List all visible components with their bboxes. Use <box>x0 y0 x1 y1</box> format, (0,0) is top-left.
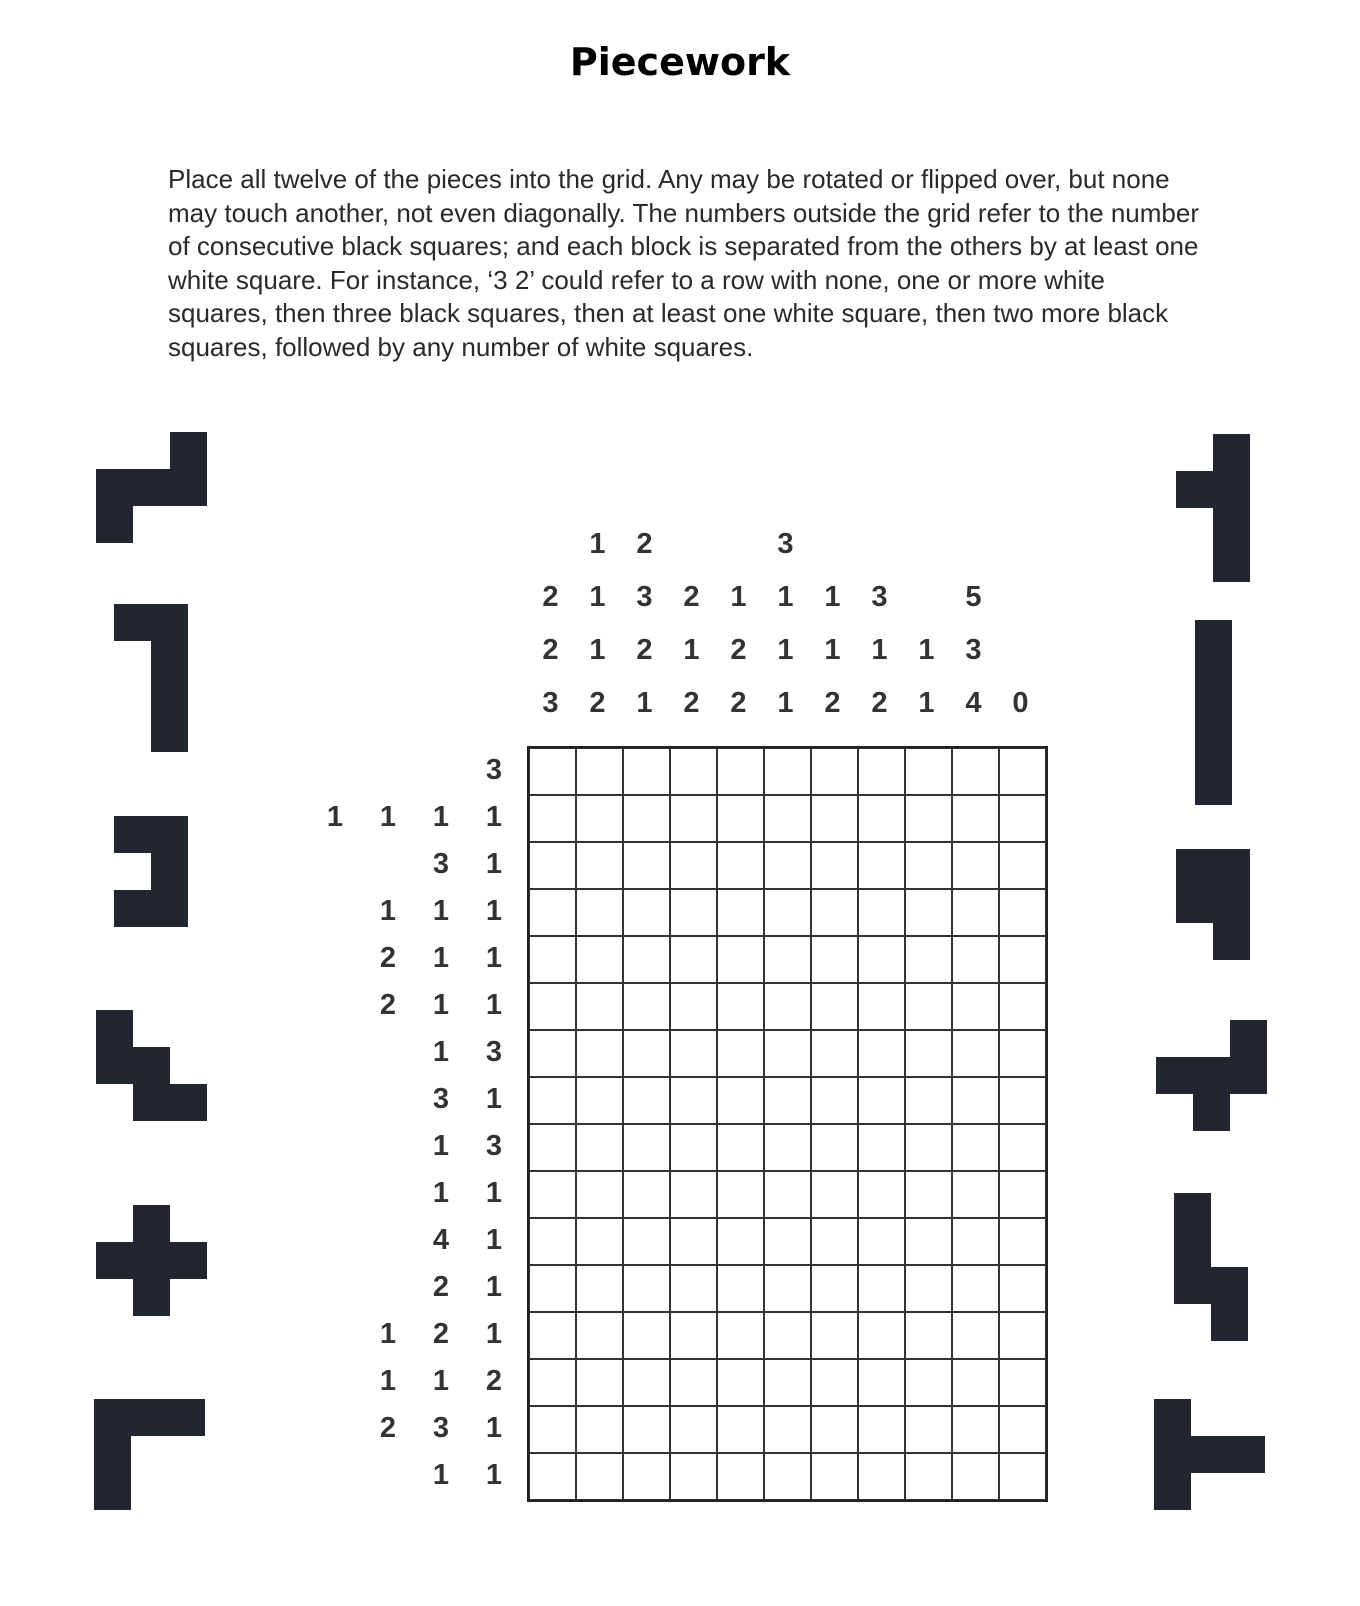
grid-cell-r3-c6[interactable] <box>764 842 811 889</box>
column-clue: 1 <box>777 634 794 666</box>
grid-cell-r8-c8[interactable] <box>858 1077 905 1124</box>
grid-cell-r8-c4[interactable] <box>670 1077 717 1124</box>
column-clue: 3 <box>965 634 982 666</box>
grid-cell-r3-c11[interactable] <box>999 842 1046 889</box>
row-clue: 1 <box>485 894 503 927</box>
grid-cell-r5-c9[interactable] <box>905 936 952 983</box>
grid-cell-r4-c2[interactable] <box>576 889 623 936</box>
column-clue: 1 <box>918 634 935 666</box>
column-clue: 1 <box>683 634 700 666</box>
column-clue: 2 <box>730 687 747 719</box>
grid-cell-r3-c5[interactable] <box>717 842 764 889</box>
grid-cell-r16-c10[interactable] <box>952 1453 999 1500</box>
grid-cell-r11-c3[interactable] <box>623 1218 670 1265</box>
row-clue: 1 <box>485 1223 503 1256</box>
grid-cell-r14-c11[interactable] <box>999 1359 1046 1406</box>
piece-square <box>96 1242 207 1279</box>
piece-square <box>151 604 188 752</box>
row-clue: 1 <box>485 1082 503 1115</box>
grid-cell-r8-c5[interactable] <box>717 1077 764 1124</box>
row-clue: 3 <box>432 847 450 880</box>
column-clue: 3 <box>777 528 794 560</box>
grid-cell-r3-c2[interactable] <box>576 842 623 889</box>
grid-cell-r6-c2[interactable] <box>576 983 623 1030</box>
grid-cell-r5-c7[interactable] <box>811 936 858 983</box>
row-clue: 1 <box>432 1035 450 1068</box>
grid-cell-r5-c5[interactable] <box>717 936 764 983</box>
piece-square <box>1195 620 1232 805</box>
grid-cell-r16-c7[interactable] <box>811 1453 858 1500</box>
row-clue: 3 <box>432 1082 450 1115</box>
column-clue: 2 <box>589 687 606 719</box>
grid-cell-r4-c5[interactable] <box>717 889 764 936</box>
grid-cell-r5-c3[interactable] <box>623 936 670 983</box>
grid-cell-r12-c9[interactable] <box>905 1265 952 1312</box>
row-clue: 1 <box>485 1411 503 1444</box>
grid-cell-r13-c6[interactable] <box>764 1312 811 1359</box>
grid-cell-r5-c4[interactable] <box>670 936 717 983</box>
row-clue: 1 <box>432 988 450 1021</box>
grid-cell-r10-c5[interactable] <box>717 1171 764 1218</box>
row-clue: 1 <box>432 1364 450 1397</box>
grid-cell-r1-c8[interactable] <box>858 748 905 795</box>
grid-cell-r12-c6[interactable] <box>764 1265 811 1312</box>
grid-cell-r16-c8[interactable] <box>858 1453 905 1500</box>
grid-cell-r12-c1[interactable] <box>529 1265 576 1312</box>
grid-cell-r16-c5[interactable] <box>717 1453 764 1500</box>
row-clue: 1 <box>326 800 344 833</box>
column-clue: 1 <box>777 687 794 719</box>
grid-cell-r14-c1[interactable] <box>529 1359 576 1406</box>
piece-square <box>96 469 133 543</box>
grid-cell-r4-c7[interactable] <box>811 889 858 936</box>
column-clue: 2 <box>683 687 700 719</box>
grid-cell-r10-c7[interactable] <box>811 1171 858 1218</box>
grid-cell-r16-c2[interactable] <box>576 1453 623 1500</box>
grid-cell-r6-c7[interactable] <box>811 983 858 1030</box>
grid-cell-r1-c2[interactable] <box>576 748 623 795</box>
grid-cell-r8-c6[interactable] <box>764 1077 811 1124</box>
grid-cell-r11-c1[interactable] <box>529 1218 576 1265</box>
grid-cell-r15-c4[interactable] <box>670 1406 717 1453</box>
grid-cell-r9-c11[interactable] <box>999 1124 1046 1171</box>
grid-cell-r2-c2[interactable] <box>576 795 623 842</box>
puzzle-grid <box>527 746 1048 1502</box>
grid-cell-r11-c7[interactable] <box>811 1218 858 1265</box>
row-clue: 1 <box>485 1270 503 1303</box>
grid-cell-r13-c9[interactable] <box>905 1312 952 1359</box>
grid-cell-r2-c1[interactable] <box>529 795 576 842</box>
grid-cell-r10-c11[interactable] <box>999 1171 1046 1218</box>
instructions-text: Place all twelve of the pieces into the grid. Any may be rotated or flipped over, but none may touch another, not even diagonally. The numbers outside the grid refer to the number of consecutive black squares; and each block is separated from the others by at least one white square. For instance, ‘3 2’ could refer to a row with none, one or more white squares, then three black squares, then at least one white square, then two more black squares, followed by any number of white squares. <box>168 164 1199 362</box>
grid-cell-r2-c9[interactable] <box>905 795 952 842</box>
row-clue: 2 <box>432 1270 450 1303</box>
grid-cell-r7-c7[interactable] <box>811 1030 858 1077</box>
row-clue: 1 <box>432 800 450 833</box>
grid-cell-r5-c11[interactable] <box>999 936 1046 983</box>
piece-square <box>114 890 188 927</box>
grid-cell-r1-c5[interactable] <box>717 748 764 795</box>
row-clue: 1 <box>432 1129 450 1162</box>
grid-cell-r2-c7[interactable] <box>811 795 858 842</box>
grid-cell-r8-c1[interactable] <box>529 1077 576 1124</box>
grid-cell-r7-c11[interactable] <box>999 1030 1046 1077</box>
row-clue: 1 <box>432 1176 450 1209</box>
grid-cell-r15-c11[interactable] <box>999 1406 1046 1453</box>
grid-cell-r15-c9[interactable] <box>905 1406 952 1453</box>
grid-cell-r1-c4[interactable] <box>670 748 717 795</box>
grid-cell-r5-c6[interactable] <box>764 936 811 983</box>
row-clue: 1 <box>485 1176 503 1209</box>
row-clue: 1 <box>379 1317 397 1350</box>
piece-square <box>133 1084 207 1121</box>
row-clue: 2 <box>379 988 397 1021</box>
piece-square <box>1211 1267 1248 1341</box>
row-clue: 4 <box>432 1223 450 1256</box>
grid-cell-r13-c11[interactable] <box>999 1312 1046 1359</box>
grid-cell-r15-c1[interactable] <box>529 1406 576 1453</box>
column-clue: 2 <box>542 634 559 666</box>
grid-cell-r9-c10[interactable] <box>952 1124 999 1171</box>
grid-cell-r13-c7[interactable] <box>811 1312 858 1359</box>
grid-cell-r6-c11[interactable] <box>999 983 1046 1030</box>
grid-cell-r9-c2[interactable] <box>576 1124 623 1171</box>
grid-cell-r8-c2[interactable] <box>576 1077 623 1124</box>
grid-cell-r16-c4[interactable] <box>670 1453 717 1500</box>
grid-cell-r10-c6[interactable] <box>764 1171 811 1218</box>
grid-cell-r16-c6[interactable] <box>764 1453 811 1500</box>
grid-cell-r7-c8[interactable] <box>858 1030 905 1077</box>
grid-cell-r11-c2[interactable] <box>576 1218 623 1265</box>
column-clue: 5 <box>965 581 982 613</box>
grid-cell-r15-c3[interactable] <box>623 1406 670 1453</box>
grid-cell-r11-c5[interactable] <box>717 1218 764 1265</box>
grid-cell-r12-c7[interactable] <box>811 1265 858 1312</box>
grid-cell-r3-c9[interactable] <box>905 842 952 889</box>
row-clue: 1 <box>432 894 450 927</box>
row-clue: 1 <box>485 1317 503 1350</box>
piece-square <box>94 1399 131 1510</box>
column-clue: 2 <box>824 687 841 719</box>
grid-cell-r2-c11[interactable] <box>999 795 1046 842</box>
row-clue: 3 <box>432 1411 450 1444</box>
grid-cell-r6-c4[interactable] <box>670 983 717 1030</box>
row-clue: 3 <box>485 1129 503 1162</box>
grid-cell-r11-c9[interactable] <box>905 1218 952 1265</box>
column-clue: 1 <box>918 687 935 719</box>
grid-cell-r1-c11[interactable] <box>999 748 1046 795</box>
grid-cell-r1-c10[interactable] <box>952 748 999 795</box>
column-clue: 1 <box>730 581 747 613</box>
grid-cell-r8-c7[interactable] <box>811 1077 858 1124</box>
grid-cell-r9-c7[interactable] <box>811 1124 858 1171</box>
column-clue: 3 <box>636 581 653 613</box>
grid-cell-r13-c2[interactable] <box>576 1312 623 1359</box>
grid-cell-r15-c7[interactable] <box>811 1406 858 1453</box>
column-clue: 2 <box>636 528 653 560</box>
piece-square <box>1176 849 1250 923</box>
grid-cell-r13-c3[interactable] <box>623 1312 670 1359</box>
grid-cell-r3-c8[interactable] <box>858 842 905 889</box>
grid-cell-r13-c10[interactable] <box>952 1312 999 1359</box>
column-clue: 1 <box>777 581 794 613</box>
column-clue: 1 <box>871 634 888 666</box>
piece-square <box>1213 923 1250 960</box>
grid-cell-r1-c7[interactable] <box>811 748 858 795</box>
row-clue: 2 <box>379 1411 397 1444</box>
grid-cell-r10-c1[interactable] <box>529 1171 576 1218</box>
grid-cell-r9-c6[interactable] <box>764 1124 811 1171</box>
grid-cell-r9-c4[interactable] <box>670 1124 717 1171</box>
grid-cell-r2-c5[interactable] <box>717 795 764 842</box>
grid-cell-r4-c3[interactable] <box>623 889 670 936</box>
grid-cell-r6-c6[interactable] <box>764 983 811 1030</box>
row-clue: 1 <box>485 988 503 1021</box>
piece-square <box>1176 471 1213 508</box>
grid-cell-r15-c8[interactable] <box>858 1406 905 1453</box>
row-clue: 1 <box>485 1458 503 1491</box>
column-clue: 1 <box>824 634 841 666</box>
grid-cell-r14-c5[interactable] <box>717 1359 764 1406</box>
column-clue: 0 <box>1012 687 1029 719</box>
grid-cell-r3-c4[interactable] <box>670 842 717 889</box>
grid-cell-r5-c1[interactable] <box>529 936 576 983</box>
grid-cell-r10-c3[interactable] <box>623 1171 670 1218</box>
grid-cell-r13-c4[interactable] <box>670 1312 717 1359</box>
row-clue: 1 <box>432 1458 450 1491</box>
grid-cell-r9-c1[interactable] <box>529 1124 576 1171</box>
grid-cell-r15-c2[interactable] <box>576 1406 623 1453</box>
piece-square <box>1213 434 1250 582</box>
grid-cell-r7-c9[interactable] <box>905 1030 952 1077</box>
row-clue: 2 <box>379 941 397 974</box>
grid-cell-r6-c3[interactable] <box>623 983 670 1030</box>
grid-cell-r14-c4[interactable] <box>670 1359 717 1406</box>
grid-cell-r5-c10[interactable] <box>952 936 999 983</box>
grid-cell-r4-c1[interactable] <box>529 889 576 936</box>
grid-cell-r9-c3[interactable] <box>623 1124 670 1171</box>
row-clue: 1 <box>485 941 503 974</box>
grid-cell-r7-c6[interactable] <box>764 1030 811 1077</box>
grid-cell-r8-c3[interactable] <box>623 1077 670 1124</box>
grid-cell-r13-c8[interactable] <box>858 1312 905 1359</box>
row-clue: 3 <box>485 1035 503 1068</box>
piece-square <box>1193 1057 1230 1131</box>
grid-cell-r16-c11[interactable] <box>999 1453 1046 1500</box>
row-clue: 3 <box>485 753 503 786</box>
grid-cell-r15-c10[interactable] <box>952 1406 999 1453</box>
grid-cell-r14-c6[interactable] <box>764 1359 811 1406</box>
column-clue: 3 <box>542 687 559 719</box>
grid-cell-r11-c6[interactable] <box>764 1218 811 1265</box>
grid-cell-r4-c10[interactable] <box>952 889 999 936</box>
grid-cell-r11-c4[interactable] <box>670 1218 717 1265</box>
grid-cell-r14-c9[interactable] <box>905 1359 952 1406</box>
grid-cell-r8-c10[interactable] <box>952 1077 999 1124</box>
column-clue: 1 <box>824 581 841 613</box>
grid-cell-r6-c1[interactable] <box>529 983 576 1030</box>
grid-cell-r8-c9[interactable] <box>905 1077 952 1124</box>
grid-cell-r5-c8[interactable] <box>858 936 905 983</box>
grid-cell-r6-c9[interactable] <box>905 983 952 1030</box>
column-clue: 3 <box>871 581 888 613</box>
grid-cell-r2-c10[interactable] <box>952 795 999 842</box>
grid-cell-r15-c6[interactable] <box>764 1406 811 1453</box>
grid-cell-r14-c10[interactable] <box>952 1359 999 1406</box>
grid-cell-r7-c5[interactable] <box>717 1030 764 1077</box>
grid-cell-r4-c4[interactable] <box>670 889 717 936</box>
grid-cell-r13-c1[interactable] <box>529 1312 576 1359</box>
row-clue: 1 <box>432 941 450 974</box>
row-clue: 2 <box>485 1364 503 1397</box>
column-clue: 2 <box>871 687 888 719</box>
grid-cell-r4-c9[interactable] <box>905 889 952 936</box>
grid-cell-r3-c3[interactable] <box>623 842 670 889</box>
grid-cell-r9-c9[interactable] <box>905 1124 952 1171</box>
grid-cell-r14-c3[interactable] <box>623 1359 670 1406</box>
column-clue: 2 <box>542 581 559 613</box>
grid-cell-r10-c4[interactable] <box>670 1171 717 1218</box>
grid-cell-r13-c5[interactable] <box>717 1312 764 1359</box>
grid-cell-r5-c2[interactable] <box>576 936 623 983</box>
grid-cell-r11-c11[interactable] <box>999 1218 1046 1265</box>
grid-cell-r3-c1[interactable] <box>529 842 576 889</box>
grid-cell-r16-c1[interactable] <box>529 1453 576 1500</box>
grid-cell-r4-c6[interactable] <box>764 889 811 936</box>
grid-cell-r2-c6[interactable] <box>764 795 811 842</box>
grid-cell-r14-c8[interactable] <box>858 1359 905 1406</box>
grid-cell-r15-c5[interactable] <box>717 1406 764 1453</box>
column-clue: 1 <box>589 581 606 613</box>
grid-cell-r1-c6[interactable] <box>764 748 811 795</box>
grid-cell-r12-c3[interactable] <box>623 1265 670 1312</box>
row-clue: 1 <box>379 800 397 833</box>
grid-cell-r14-c2[interactable] <box>576 1359 623 1406</box>
grid-cell-r9-c8[interactable] <box>858 1124 905 1171</box>
column-clue: 1 <box>589 634 606 666</box>
grid-cell-r12-c2[interactable] <box>576 1265 623 1312</box>
grid-cell-r10-c10[interactable] <box>952 1171 999 1218</box>
grid-cell-r1-c1[interactable] <box>529 748 576 795</box>
column-clue: 1 <box>636 687 653 719</box>
grid-cell-r1-c3[interactable] <box>623 748 670 795</box>
grid-cell-r8-c11[interactable] <box>999 1077 1046 1124</box>
grid-cell-r6-c8[interactable] <box>858 983 905 1030</box>
grid-cell-r12-c8[interactable] <box>858 1265 905 1312</box>
grid-cell-r12-c11[interactable] <box>999 1265 1046 1312</box>
grid-cell-r6-c10[interactable] <box>952 983 999 1030</box>
page-title: Piecework <box>569 40 791 84</box>
grid-cell-r16-c9[interactable] <box>905 1453 952 1500</box>
row-clue: 2 <box>432 1317 450 1350</box>
row-clue: 1 <box>379 1364 397 1397</box>
grid-cell-r10-c9[interactable] <box>905 1171 952 1218</box>
grid-cell-r4-c11[interactable] <box>999 889 1046 936</box>
grid-cell-r9-c5[interactable] <box>717 1124 764 1171</box>
row-clue: 1 <box>379 894 397 927</box>
row-clue: 1 <box>485 800 503 833</box>
grid-cell-r14-c7[interactable] <box>811 1359 858 1406</box>
grid-cell-r3-c7[interactable] <box>811 842 858 889</box>
grid-cell-r11-c10[interactable] <box>952 1218 999 1265</box>
piece-square <box>1154 1436 1265 1473</box>
grid-cell-r10-c8[interactable] <box>858 1171 905 1218</box>
column-clue: 1 <box>589 528 606 560</box>
grid-cell-r16-c3[interactable] <box>623 1453 670 1500</box>
grid-cell-r12-c10[interactable] <box>952 1265 999 1312</box>
grid-cell-r10-c2[interactable] <box>576 1171 623 1218</box>
column-clue: 4 <box>965 687 982 719</box>
grid-cell-r3-c10[interactable] <box>952 842 999 889</box>
grid-cell-r2-c3[interactable] <box>623 795 670 842</box>
grid-cell-r7-c1[interactable] <box>529 1030 576 1077</box>
grid-cell-r7-c3[interactable] <box>623 1030 670 1077</box>
column-clue: 2 <box>636 634 653 666</box>
grid-cell-r11-c8[interactable] <box>858 1218 905 1265</box>
grid-cell-r12-c4[interactable] <box>670 1265 717 1312</box>
grid-cell-r7-c4[interactable] <box>670 1030 717 1077</box>
grid-cell-r1-c9[interactable] <box>905 748 952 795</box>
grid-cell-r2-c4[interactable] <box>670 795 717 842</box>
grid-cell-r12-c5[interactable] <box>717 1265 764 1312</box>
grid-cell-r4-c8[interactable] <box>858 889 905 936</box>
grid-cell-r6-c5[interactable] <box>717 983 764 1030</box>
grid-cell-r7-c2[interactable] <box>576 1030 623 1077</box>
column-clue: 2 <box>730 634 747 666</box>
grid-cell-r7-c10[interactable] <box>952 1030 999 1077</box>
row-clue: 1 <box>485 847 503 880</box>
column-clue: 2 <box>683 581 700 613</box>
grid-cell-r2-c8[interactable] <box>858 795 905 842</box>
